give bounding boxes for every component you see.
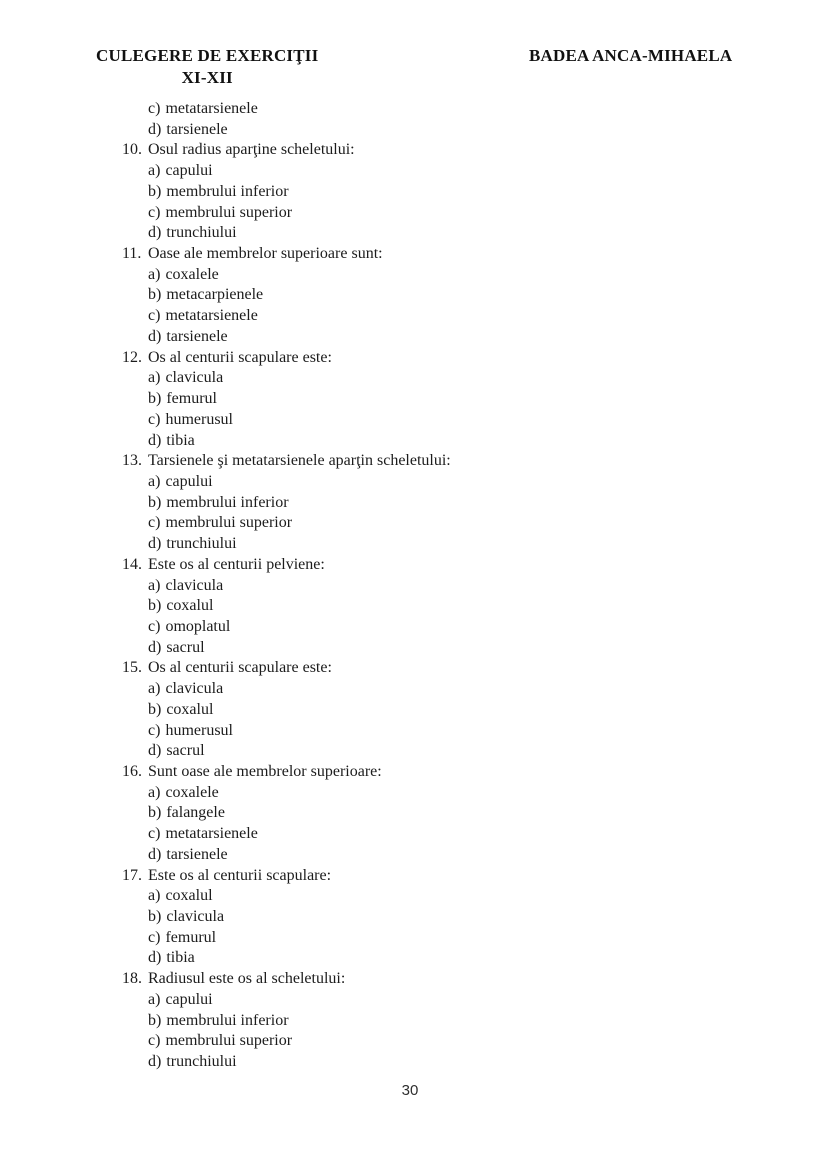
answer-option <box>0 886 828 907</box>
option-letter: b) <box>148 700 162 718</box>
question-item <box>0 969 828 1073</box>
answer-option <box>0 783 828 804</box>
option-text: membrului inferior <box>166 182 289 200</box>
option-letter: c) <box>148 100 161 117</box>
question-number: 13. <box>122 452 142 470</box>
option-text: clavicula <box>166 908 225 926</box>
option-letter: c) <box>148 1032 161 1050</box>
page-footer <box>0 1082 820 1099</box>
question-text: Os al centurii scapulare este: <box>148 348 332 366</box>
option-letter: d) <box>148 742 162 760</box>
question-number: 15. <box>122 659 142 677</box>
question-number: 17. <box>122 866 142 884</box>
question-text: Osul radius aparţine scheletului: <box>148 141 355 159</box>
option-text: membrului superior <box>165 514 293 532</box>
answer-option <box>0 1052 828 1073</box>
option-letter: b) <box>148 493 162 511</box>
answer-option <box>0 327 828 348</box>
question-line <box>0 969 828 990</box>
answer-option <box>0 700 828 721</box>
option-letter: d) <box>148 431 162 449</box>
question-line <box>0 140 828 161</box>
answer-option <box>0 596 828 617</box>
option-letter: a) <box>148 680 161 698</box>
answer-option <box>0 306 828 327</box>
question-item <box>0 866 828 970</box>
answer-option <box>0 679 828 700</box>
answer-option <box>0 410 828 431</box>
option-text: humerusul <box>165 410 233 428</box>
option-letter: d) <box>148 224 162 242</box>
answer-option <box>0 617 828 638</box>
option-letter: a) <box>148 162 161 180</box>
question-text: Este os al centurii scapulare: <box>148 866 332 884</box>
answer-option <box>0 203 828 224</box>
option-text: sacrul <box>166 742 205 760</box>
option-text: trunchiului <box>166 1053 237 1071</box>
question-line <box>0 244 828 265</box>
option-letter: d) <box>148 120 162 138</box>
option-letter: c) <box>148 617 161 635</box>
answer-option <box>0 161 828 182</box>
option-text: humerusul <box>165 721 233 739</box>
option-text: capului <box>165 162 213 180</box>
option-letter: b) <box>148 804 162 822</box>
option-letter: c) <box>148 203 161 221</box>
option-letter: c) <box>148 514 161 532</box>
option-text: femurul <box>166 390 217 408</box>
option-text: capului <box>165 472 213 490</box>
question-text: Este os al centurii pelviene: <box>148 555 325 573</box>
answer-option <box>0 1011 828 1032</box>
option-letter: b) <box>148 286 162 304</box>
book-title-block <box>96 45 318 88</box>
option-text: tarsienele <box>166 120 228 138</box>
option-letter: d) <box>148 327 162 345</box>
question-item <box>0 658 828 762</box>
question-text: Sunt oase ale membrelor superioare: <box>148 763 382 780</box>
option-letter: a) <box>148 472 161 490</box>
answer-option <box>0 120 828 141</box>
question-line <box>0 866 828 887</box>
option-letter: b) <box>148 390 162 408</box>
book-title: CULEGERE DE EXERCIŢII <box>96 46 319 65</box>
answer-option <box>0 285 828 306</box>
option-text: capului <box>165 990 213 1008</box>
option-text: membrului inferior <box>166 493 289 511</box>
answer-option <box>0 431 828 452</box>
option-letter: b) <box>148 1011 162 1029</box>
option-letter: a) <box>148 990 161 1008</box>
option-text: clavicula <box>165 369 224 387</box>
option-letter: b) <box>148 597 162 615</box>
option-text: coxalele <box>165 783 219 801</box>
option-text: membrului superior <box>165 203 293 221</box>
option-text: membrului inferior <box>166 1011 289 1029</box>
question-item <box>0 555 828 659</box>
option-text: falangele <box>166 804 225 822</box>
answer-option <box>0 389 828 410</box>
option-letter: d) <box>148 638 162 656</box>
question-number: 18. <box>122 970 142 988</box>
option-letter: a) <box>148 576 161 594</box>
answer-option <box>0 534 828 555</box>
option-text: clavicula <box>165 680 224 698</box>
option-letter: d) <box>148 1053 162 1071</box>
question-item <box>0 451 828 555</box>
option-letter: d) <box>148 949 162 967</box>
option-text: trunchiului <box>166 224 237 242</box>
option-text: coxalele <box>165 265 219 283</box>
answer-option <box>0 907 828 928</box>
option-letter: b) <box>148 908 162 926</box>
option-letter: a) <box>148 783 161 801</box>
option-text: sacrul <box>166 638 205 656</box>
answer-option <box>0 1031 828 1052</box>
option-text: tarsienele <box>166 327 228 345</box>
answer-option <box>0 223 828 244</box>
answer-option <box>0 638 828 659</box>
question-number: 10. <box>122 141 142 159</box>
answer-option <box>0 824 828 845</box>
question-number: 14. <box>122 555 142 573</box>
question-item <box>0 348 828 452</box>
option-text: tibia <box>166 431 195 449</box>
option-letter: a) <box>148 265 161 283</box>
option-text: clavicula <box>165 576 224 594</box>
question-text: Tarsienele şi metatarsienele aparţin scheletului: <box>148 452 451 470</box>
option-letter: b) <box>148 182 162 200</box>
answer-option <box>0 741 828 762</box>
option-text: metacarpienele <box>166 286 264 304</box>
option-text: tibia <box>166 949 195 967</box>
answer-option <box>0 472 828 493</box>
option-text: coxalul <box>166 597 214 615</box>
answer-option <box>0 803 828 824</box>
option-text: tarsienele <box>166 845 228 863</box>
question-list <box>0 99 828 1073</box>
answer-option <box>0 368 828 389</box>
question-text: Radiusul este os al scheletului: <box>148 970 346 988</box>
option-letter: a) <box>148 887 161 905</box>
option-letter: d) <box>148 845 162 863</box>
question-line <box>0 658 828 679</box>
answer-option <box>0 513 828 534</box>
question-text: Os al centurii scapulare este: <box>148 659 332 677</box>
page-number: 30 <box>401 1082 419 1099</box>
option-letter: c) <box>148 307 161 325</box>
question-item <box>0 762 828 866</box>
answer-option <box>0 99 828 120</box>
answer-option <box>0 265 828 286</box>
question-line <box>0 451 828 472</box>
answer-option <box>0 928 828 949</box>
answer-option <box>0 721 828 742</box>
option-text: metatarsienele <box>165 825 258 843</box>
option-letter: c) <box>148 721 161 739</box>
answer-option <box>0 948 828 969</box>
answer-option <box>0 845 828 866</box>
option-letter: a) <box>148 369 161 387</box>
option-text: coxalul <box>166 700 214 718</box>
answer-option <box>0 182 828 203</box>
option-letter: c) <box>148 825 161 843</box>
option-letter: c) <box>148 410 161 428</box>
question-item <box>0 244 828 348</box>
option-text: femurul <box>165 928 217 946</box>
option-letter: d) <box>148 535 162 553</box>
question-line <box>0 762 828 783</box>
answer-option <box>0 493 828 514</box>
question-item <box>0 140 828 244</box>
answer-option <box>0 576 828 597</box>
question-line <box>0 555 828 576</box>
option-text: trunchiului <box>166 535 237 553</box>
author-name: BADEA ANCA-MIHAELA <box>529 46 733 65</box>
question-number: 12. <box>122 348 142 366</box>
question-number: 11. <box>122 245 142 263</box>
option-text: coxalul <box>165 887 213 905</box>
question-line <box>0 348 828 369</box>
answer-option <box>0 990 828 1011</box>
option-text: metatarsienele <box>165 307 258 325</box>
option-letter: c) <box>148 928 161 946</box>
question-text: Oase ale membrelor superioare sunt: <box>148 245 383 263</box>
option-text: metatarsienele <box>165 100 258 117</box>
question-number: 16. <box>122 763 142 780</box>
option-text: omoplatul <box>165 617 231 635</box>
book-subtitle: XI-XII <box>181 67 233 87</box>
option-text: membrului superior <box>165 1032 293 1050</box>
